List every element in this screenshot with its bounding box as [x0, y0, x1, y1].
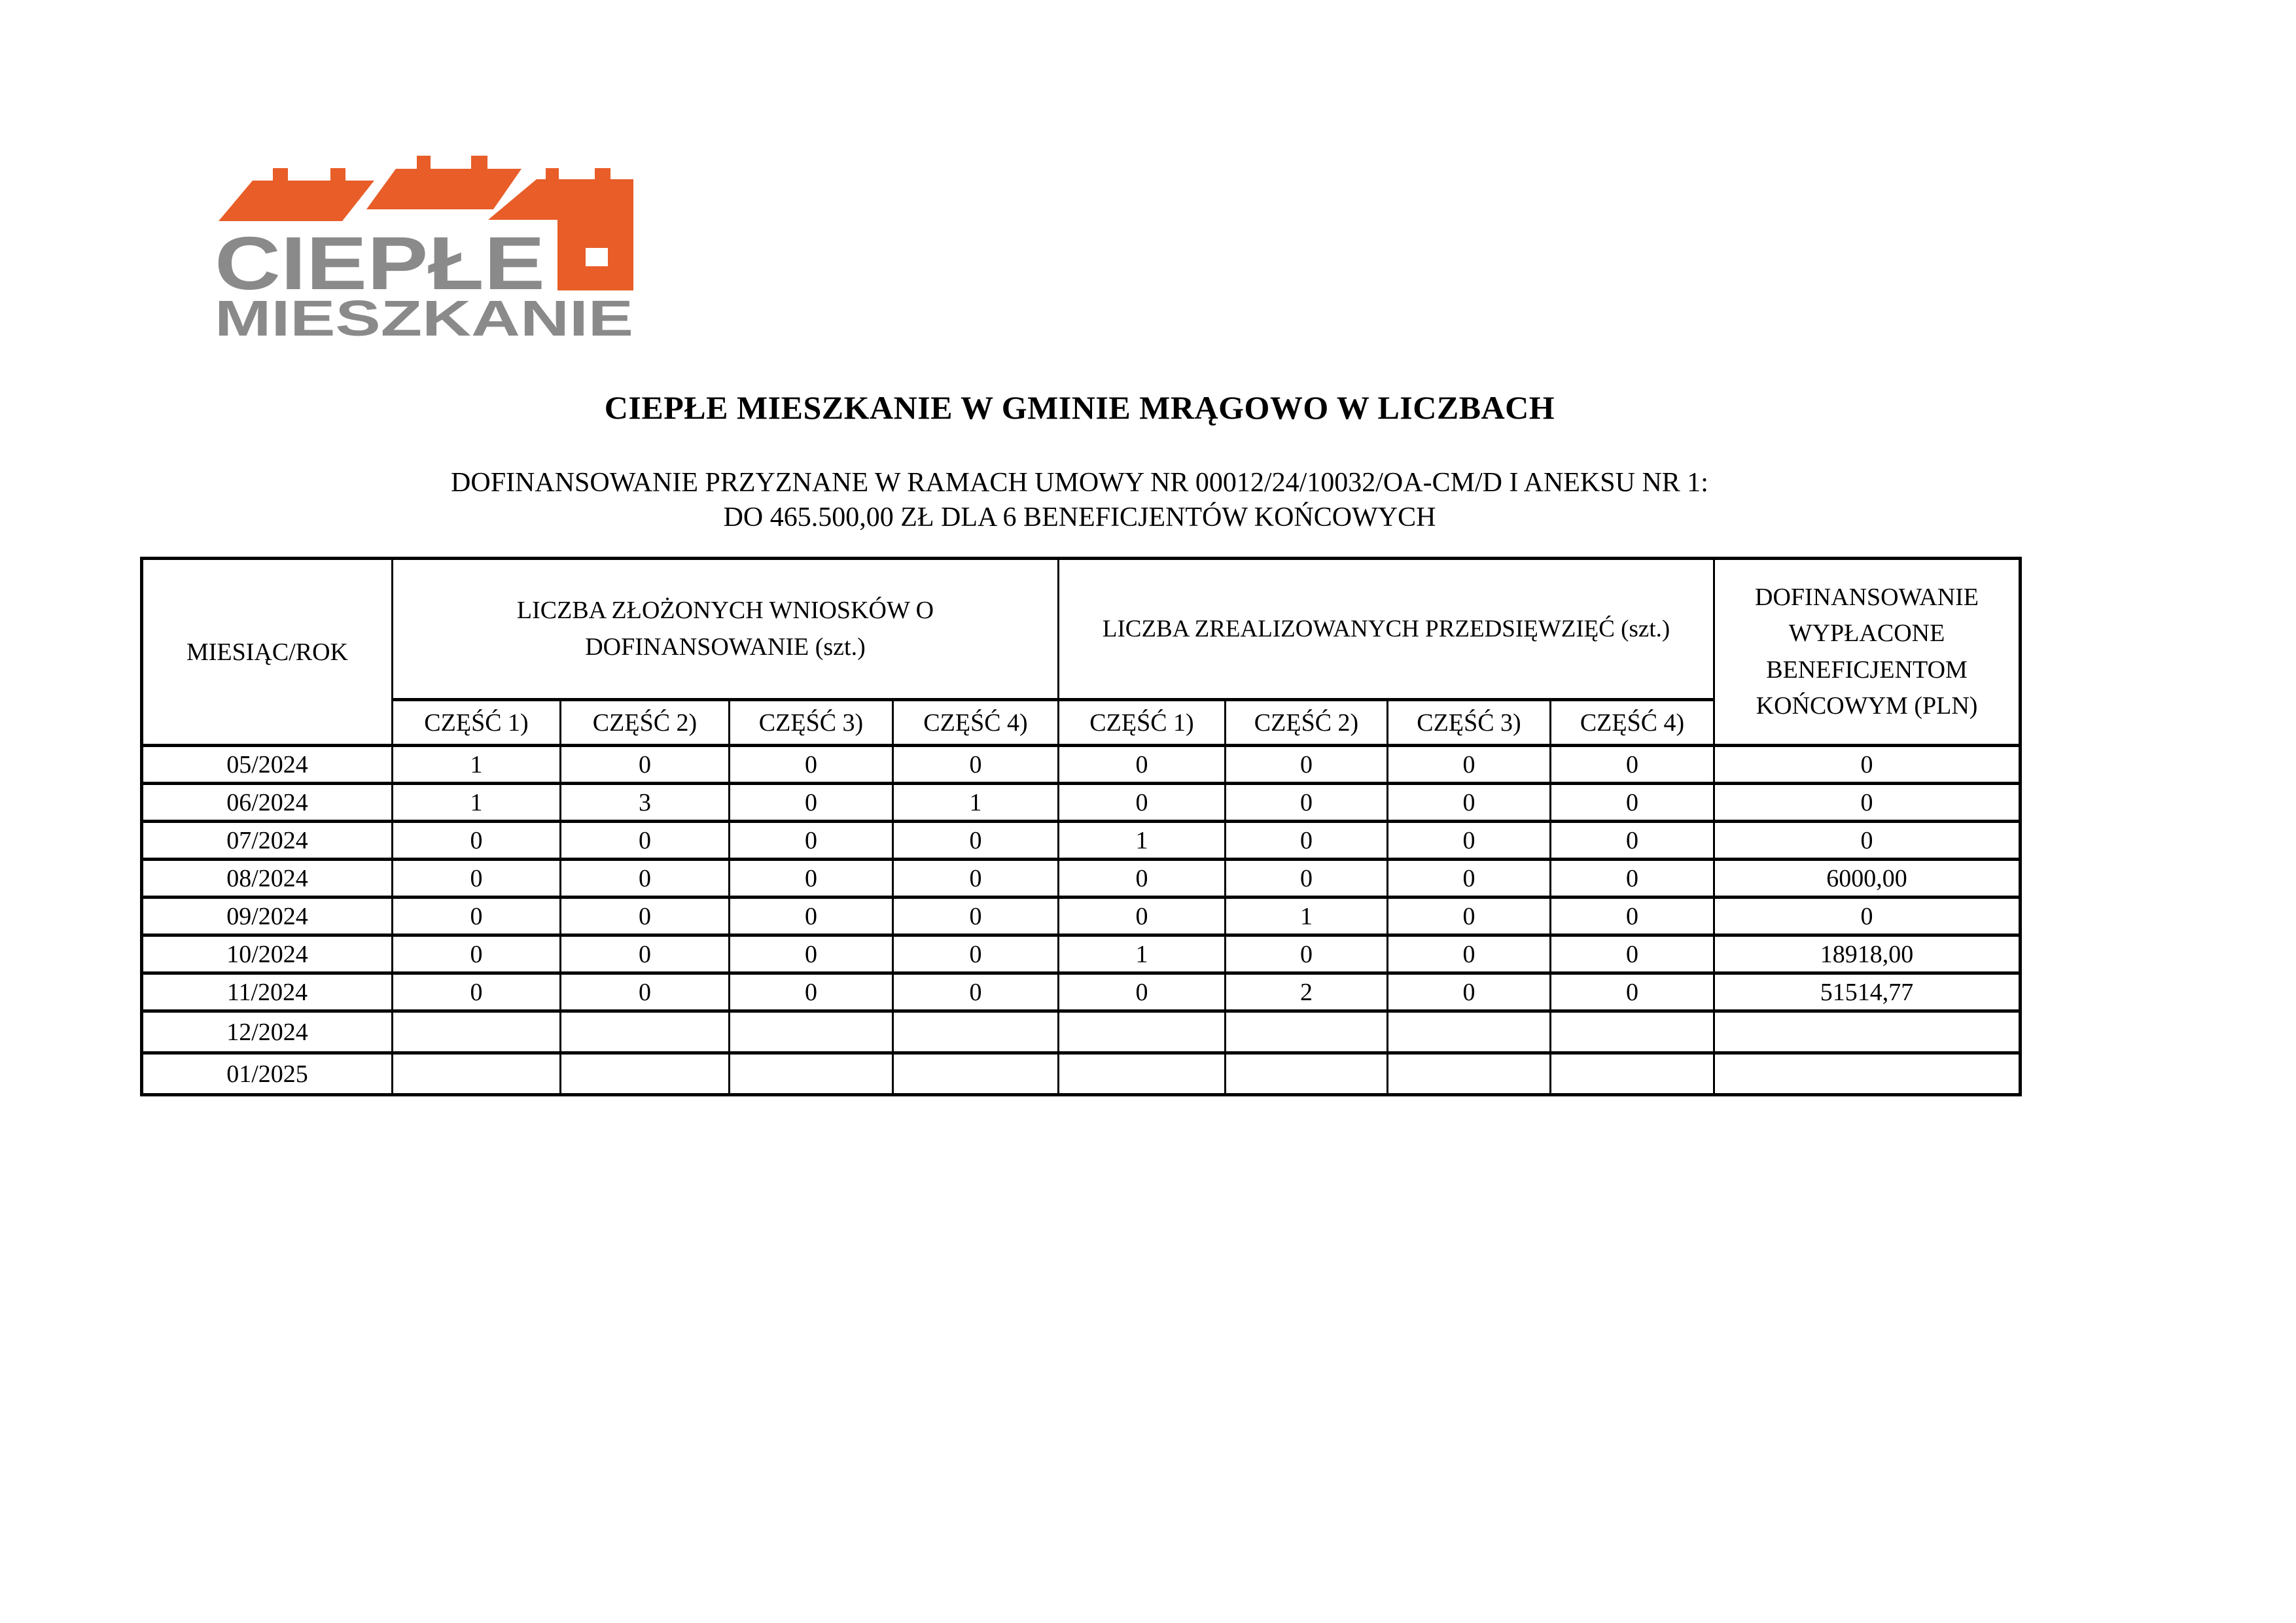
value-cell: 0 [1226, 935, 1388, 973]
value-cell: 0 [730, 784, 893, 822]
value-cell [893, 1011, 1059, 1053]
subtitle-line-1: DOFINANSOWANIE PRZYZNANE W RAMACH UMOWY NR 00012/24/10032/OA-CM/D I ANEKSU NR 1: [451, 468, 1708, 498]
value-cell: 0 [730, 973, 893, 1011]
value-cell [730, 1011, 893, 1053]
value-cell [1714, 1011, 2021, 1053]
statistics-table [140, 557, 2022, 1096]
page-title: CIEPŁE MIESZKANIE W GMINIE MRĄGOWO W LICZBACH [604, 389, 1555, 426]
value-cell: 0 [561, 935, 730, 973]
value-cell: 0 [1388, 935, 1551, 973]
value-cell: 0 [893, 935, 1059, 973]
value-cell [1059, 1011, 1226, 1053]
value-cell: 0 [893, 746, 1059, 784]
month-cell: 08/2024 [142, 860, 393, 898]
column-header-payout [1714, 559, 2021, 746]
value-cell: 0 [393, 935, 561, 973]
value-cell: 0 [1714, 784, 2021, 822]
value-cell: 0 [893, 898, 1059, 935]
column-header-applications-part2: CZĘŚĆ 2) [561, 700, 730, 746]
value-cell: 0 [1551, 898, 1714, 935]
table-row [142, 973, 2021, 1011]
column-header-realized-part4: CZĘŚĆ 4) [1551, 700, 1714, 746]
value-cell: 0 [561, 860, 730, 898]
value-cell: 1 [893, 784, 1059, 822]
column-header-payout-label: DOFINANSOWANIE WYPŁACONE BENEFICJENTOM KOŃCOWYM (PLN) [1755, 584, 1979, 720]
value-cell: 0 [1714, 898, 2021, 935]
month-cell: 11/2024 [142, 973, 393, 1011]
value-cell [1226, 1053, 1388, 1095]
table-row [142, 784, 2021, 822]
value-cell: 0 [1059, 898, 1226, 935]
value-cell [1551, 1011, 1714, 1053]
roof-icon [366, 169, 521, 209]
value-cell: 0 [561, 822, 730, 860]
value-cell: 3 [561, 784, 730, 822]
column-header-applications-part4: CZĘŚĆ 4) [893, 700, 1059, 746]
value-cell [561, 1011, 730, 1053]
value-cell: 0 [1714, 822, 2021, 860]
month-cell: 10/2024 [142, 935, 393, 973]
column-header-group1 [393, 559, 1059, 700]
page-subtitle [141, 466, 2019, 535]
value-cell: 0 [1059, 784, 1226, 822]
value-cell: 0 [730, 898, 893, 935]
value-cell: 2 [1226, 973, 1388, 1011]
column-header-realized-part2: CZĘŚĆ 2) [1226, 700, 1388, 746]
value-cell: 0 [1388, 784, 1551, 822]
value-cell [393, 1053, 561, 1095]
value-cell [393, 1011, 561, 1053]
value-cell: 0 [1714, 746, 2021, 784]
logo-word-mieszkanie: MIESZKANIE [215, 290, 633, 347]
value-cell: 6000,00 [1714, 860, 2021, 898]
value-cell: 0 [1551, 746, 1714, 784]
column-header-realized-part1: CZĘŚĆ 1) [1059, 700, 1226, 746]
table-row [142, 746, 2021, 784]
header-row-groups [142, 559, 2021, 700]
subtitle-line-2: DO 465.500,00 ZŁ DLA 6 BENEFICJENTÓW KOŃCOWYCH [723, 502, 1436, 532]
value-cell: 0 [393, 822, 561, 860]
value-cell: 1 [393, 784, 561, 822]
value-cell: 0 [1551, 935, 1714, 973]
value-cell: 0 [893, 860, 1059, 898]
table-row [142, 898, 2021, 935]
value-cell: 0 [561, 746, 730, 784]
value-cell [1388, 1053, 1551, 1095]
value-cell: 0 [1388, 973, 1551, 1011]
value-cell: 0 [1388, 822, 1551, 860]
value-cell: 0 [1551, 784, 1714, 822]
month-cell: 01/2025 [142, 1053, 393, 1095]
value-cell [1059, 1053, 1226, 1095]
value-cell: 0 [1226, 822, 1388, 860]
value-cell: 1 [1226, 898, 1388, 935]
column-header-realized-part3: CZĘŚĆ 3) [1388, 700, 1551, 746]
value-cell: 0 [730, 935, 893, 973]
value-cell: 0 [730, 860, 893, 898]
table-row [142, 822, 2021, 860]
month-cell: 06/2024 [142, 784, 393, 822]
column-header-group1-label: LICZBA ZŁOŻONYCH WNIOSKÓW O DOFINANSOWANIE (szt.) [516, 597, 934, 661]
table-row [142, 935, 2021, 973]
value-cell: 18918,00 [1714, 935, 2021, 973]
value-cell: 0 [1226, 860, 1388, 898]
month-cell: 09/2024 [142, 898, 393, 935]
value-cell: 0 [393, 860, 561, 898]
roof-icon [219, 181, 374, 221]
value-cell: 0 [561, 973, 730, 1011]
column-header-group2: LICZBA ZREALIZOWANYCH PRZEDSIĘWZIĘĆ (szt.) [1059, 559, 1714, 700]
value-cell [1226, 1011, 1388, 1053]
value-cell: 0 [1388, 860, 1551, 898]
table-row [142, 860, 2021, 898]
value-cell: 51514,77 [1714, 973, 2021, 1011]
value-cell: 0 [1551, 860, 1714, 898]
value-cell: 0 [1226, 746, 1388, 784]
value-cell: 0 [393, 973, 561, 1011]
window-icon [586, 248, 608, 266]
logo-word-cieple: CIEPŁE [215, 222, 545, 305]
month-cell: 12/2024 [142, 1011, 393, 1053]
value-cell: 0 [1059, 973, 1226, 1011]
value-cell: 0 [1551, 822, 1714, 860]
table-row [142, 1053, 2021, 1095]
value-cell [1388, 1011, 1551, 1053]
value-cell: 0 [893, 822, 1059, 860]
value-cell: 1 [393, 746, 561, 784]
month-cell: 07/2024 [142, 822, 393, 860]
cieple-mieszkanie-logo [209, 145, 667, 355]
value-cell: 0 [893, 973, 1059, 1011]
column-header-applications-part3: CZĘŚĆ 3) [730, 700, 893, 746]
value-cell [893, 1053, 1059, 1095]
value-cell: 0 [1059, 746, 1226, 784]
value-cell: 0 [730, 822, 893, 860]
value-cell: 0 [561, 898, 730, 935]
value-cell: 0 [1388, 746, 1551, 784]
value-cell [561, 1053, 730, 1095]
column-header-applications-part1: CZĘŚĆ 1) [393, 700, 561, 746]
table-row [142, 1011, 2021, 1053]
value-cell [1551, 1053, 1714, 1095]
value-cell: 0 [1059, 860, 1226, 898]
column-header-month: MIESIĄC/ROK [142, 559, 393, 746]
value-cell: 1 [1059, 822, 1226, 860]
value-cell [730, 1053, 893, 1095]
value-cell [1714, 1053, 2021, 1095]
value-cell: 0 [1226, 784, 1388, 822]
value-cell: 1 [1059, 935, 1226, 973]
value-cell: 0 [1551, 973, 1714, 1011]
value-cell: 0 [393, 898, 561, 935]
value-cell: 0 [1388, 898, 1551, 935]
month-cell: 05/2024 [142, 746, 393, 784]
value-cell: 0 [730, 746, 893, 784]
